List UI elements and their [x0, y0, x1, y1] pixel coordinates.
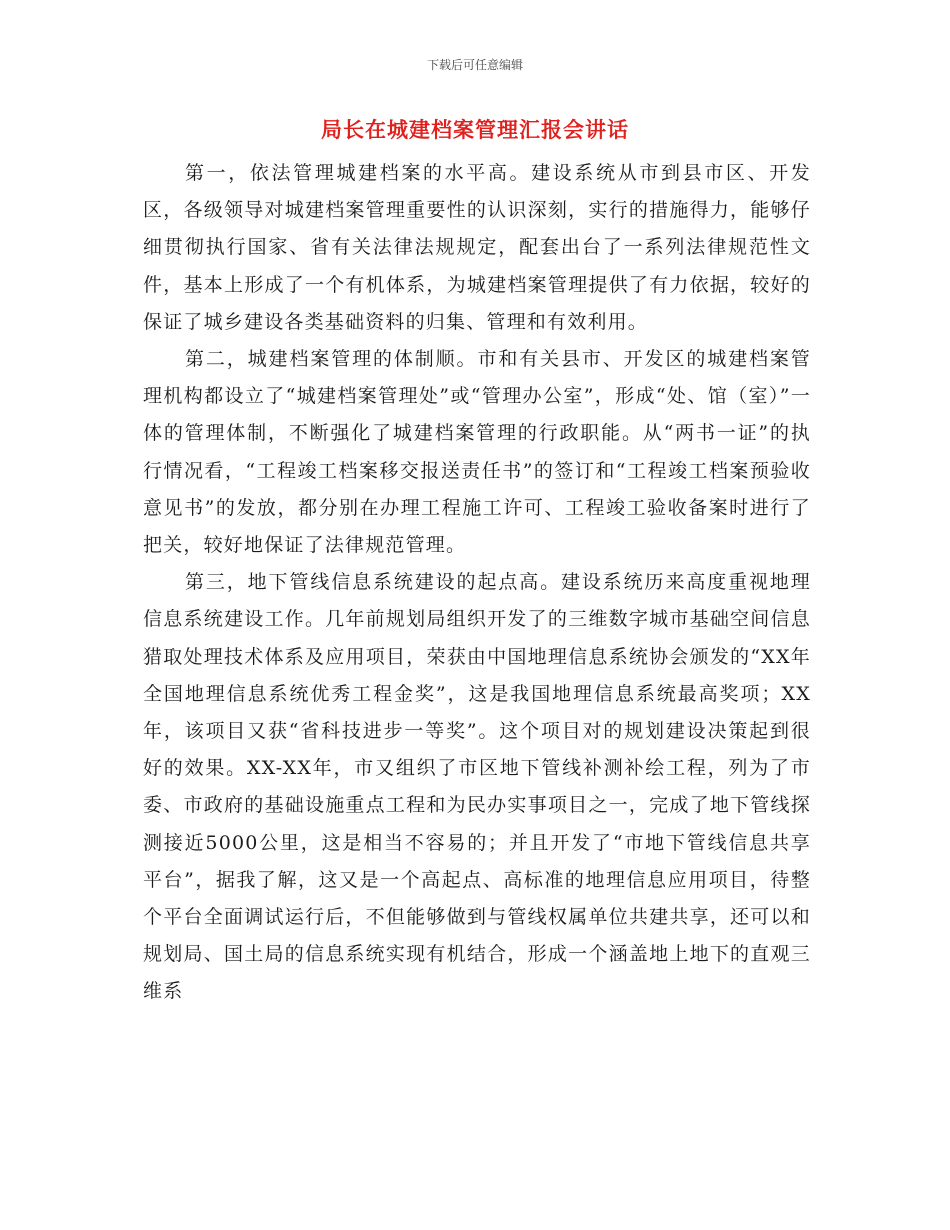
paragraph-1: 第一，依法管理城建档案的水平高。建设系统从市到县市区、开发区，各级领导对城建档案管理重要性的认识深刻，实行的措施得力，能够仔细贯彻执行国家、省有关法律法规规定，配套出台了一系列法律规范性文件，基本上形成了一个有机体系，为城建档案管理提供了有力依据，较好的保证了城乡建设各类基础资料的归集、管理和有效利用。	[143, 162, 811, 333]
document-body	[143, 155, 811, 1011]
page-header-note: 下载后可任意编辑	[426, 58, 523, 72]
paragraph-3: 第三，地下管线信息系统建设的起点高。建设系统历来高度重视地理信息系统建设工作。几年前规划局组织开发了的三维数字城市基础空间信息猎取处理技术体系及应用项目，荣获由中国地理信息系统协会颁发的“XX年全国地理信息系统优秀工程金奖”，这是我国地理信息系统最高奖项；XX年，该项目又获“省科技进步一等奖”。这个项目对的规划建设决策起到很好的效果。XX-XX年，市又组织了市区地下管线补测补绘工程，列为了市委、市政府的基础设施重点工程和为民办实事项目之一，完成了地下管线探测接近5000公里，这是相当不容易的；并且开发了“市地下管线信息共享平台”，据我了解，这又是一个高起点、高标准的地理信息应用项目，待整个平台全面调试运行后，不但能够做到与管线权属单位共建共享，还可以和规划局、国土局的信息系统实现有机结合，形成一个涵盖地上地下的直观三维系	[143, 571, 811, 1003]
document-title: 局长在城建档案管理汇报会讲话	[321, 117, 629, 142]
paragraph-2: 第二，城建档案管理的体制顺。市和有关县市、开发区的城建档案管理机构都设立了“城建档案管理处”或“管理办公室”，形成“处、馆（室）”一体的管理体制，不断强化了城建档案管理的行政职能。从“两书一证”的执行情况看，“工程竣工档案移交报送责任书”的签订和“工程竣工档案预验收意见书”的发放，都分别在办理工程施工许可、工程竣工验收备案时进行了把关，较好地保证了法律规范管理。	[143, 348, 811, 557]
